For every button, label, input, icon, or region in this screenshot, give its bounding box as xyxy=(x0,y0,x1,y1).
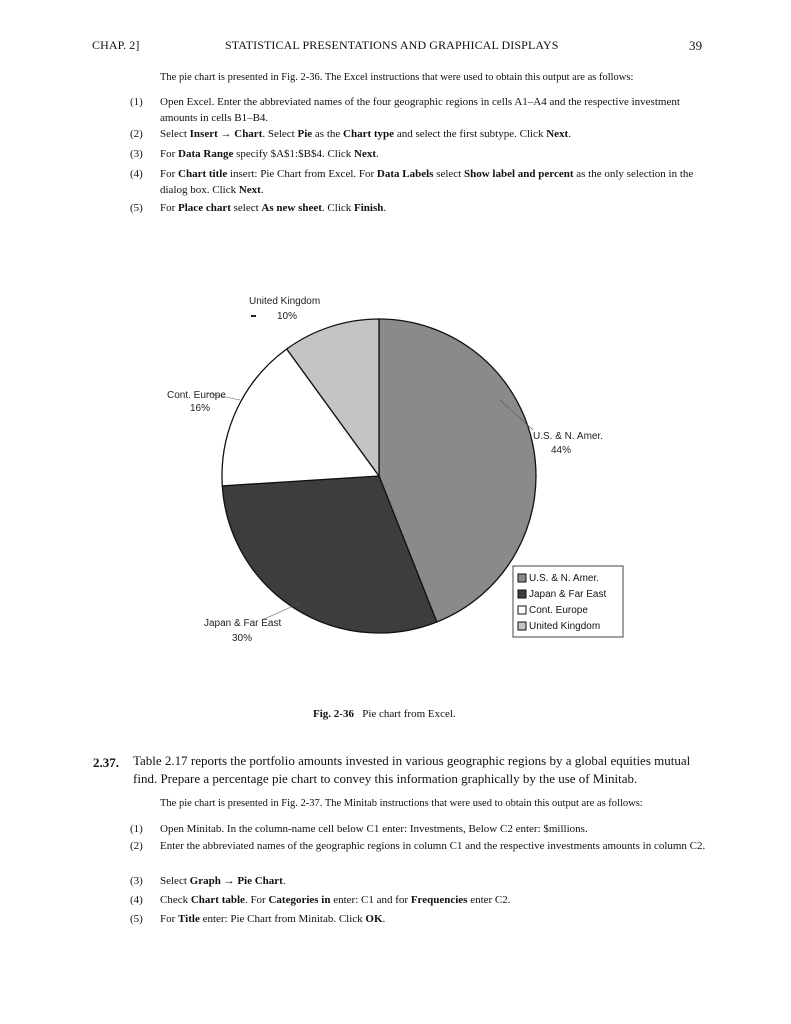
excel-intro: The pie chart is presented in Fig. 2-36. The Excel instructions that were used to obtain this output are as follows: xyxy=(160,72,634,83)
step-run: and select the first subtype. Click xyxy=(394,128,547,140)
step-keyword: Chart xyxy=(234,128,263,140)
step-run: . Select xyxy=(262,128,298,140)
figure-caption-text: Pie chart from Excel. xyxy=(362,708,456,720)
step-run: For xyxy=(160,148,179,160)
legend-swatch xyxy=(518,574,526,582)
step-keyword: Data Labels xyxy=(376,168,434,180)
step-keyword: Data Range xyxy=(178,148,234,160)
step-run: select xyxy=(433,168,464,180)
step-run: → xyxy=(220,875,238,887)
step-run: . xyxy=(383,202,387,214)
step-number: (2) xyxy=(130,128,143,140)
step-text xyxy=(160,911,710,927)
slice-label-us: U.S. & N. Amer. xyxy=(533,431,604,442)
problem-text: Table 2.17 reports the portfolio amounts invested in various geographic regions by a global equities mutual find. Prepare a percentage pie chart to convey this information graphically by the use of Minitab. xyxy=(133,753,691,786)
step-keyword: Next xyxy=(546,128,569,140)
legend-swatch xyxy=(518,622,526,630)
slice-percent-us: 44% xyxy=(551,445,572,456)
legend-entry: Cont. Europe xyxy=(529,605,588,616)
step-run: For xyxy=(160,913,179,925)
step-run: Open Minitab. In the column-name cell below C1 enter: Investments, Below C2 enter: $millions. xyxy=(160,823,588,835)
legend-swatch xyxy=(518,606,526,614)
step-keyword: Pie Chart xyxy=(237,875,283,887)
step-number: (3) xyxy=(130,148,143,160)
slice-label-uk: United Kingdom xyxy=(249,296,321,307)
step-run: enter: C1 and for xyxy=(330,894,411,906)
step-keyword: Chart table xyxy=(190,894,245,906)
step-run: Enter the abbreviated names of the geographic regions in column C1 and the respective investments amounts in column C2. xyxy=(160,840,706,852)
step-keyword: Insert xyxy=(189,128,218,140)
step-number: (1) xyxy=(130,823,143,835)
step-run: specify $A$1:$B$4. Click xyxy=(233,148,355,160)
step-run: . xyxy=(260,184,264,196)
step-number: (1) xyxy=(130,96,143,108)
problem-number: 2.37. xyxy=(93,755,119,770)
figure-caption xyxy=(313,708,456,720)
step-number: (4) xyxy=(130,168,143,180)
step-keyword: Finish xyxy=(354,202,384,214)
step-run: Select xyxy=(160,128,190,140)
step-keyword: Title xyxy=(178,913,200,925)
step-run: . xyxy=(282,875,286,887)
step-number: (2) xyxy=(130,840,143,852)
step-run: Select xyxy=(160,875,190,887)
step-text xyxy=(160,821,710,837)
step-keyword: Place chart xyxy=(178,202,231,214)
step-number: (5) xyxy=(130,913,143,925)
step-run: . xyxy=(568,128,571,140)
step-number: (3) xyxy=(130,875,143,887)
step-keyword: OK xyxy=(365,913,383,925)
step-keyword: Frequencies xyxy=(410,894,468,906)
step-run: as the only selection in the dialog box. Click xyxy=(160,168,694,196)
step-run: select xyxy=(230,202,262,214)
step-run: enter: Pie Chart from Minitab. Click xyxy=(199,913,366,925)
step-text xyxy=(160,873,710,889)
step-keyword: Graph xyxy=(189,875,221,887)
step-run: . For xyxy=(244,894,269,906)
legend-entry: United Kingdom xyxy=(529,621,601,632)
legend-entry: Japan & Far East xyxy=(529,589,607,600)
uk-label-dash xyxy=(251,315,256,317)
step-run: Check xyxy=(160,894,191,906)
page-number: 39 xyxy=(689,38,703,53)
step-run: . xyxy=(382,913,386,925)
step-number: (4) xyxy=(130,894,143,906)
step-run: For xyxy=(160,202,179,214)
step-keyword: Show label and percent xyxy=(464,168,574,180)
step-run: → xyxy=(217,128,235,140)
step-run: Open Excel. Enter the abbreviated names of the four geographic regions in cells A1–A4 and the respective investment amounts in cells B1–B4. xyxy=(160,96,680,124)
step-keyword: Chart title xyxy=(178,168,228,180)
step-keyword: Next xyxy=(238,184,261,196)
slice-percent-japan: 30% xyxy=(232,633,253,644)
step-keyword: Categories in xyxy=(268,894,331,906)
slice-percent-europe: 16% xyxy=(190,403,211,414)
figure-caption-label: Fig. 2-36 xyxy=(313,708,354,720)
slice-label-europe: Cont. Europe xyxy=(167,390,226,401)
minitab-intro: The pie chart is presented in Fig. 2-37. The Minitab instructions that were used to obtain this output are as follows: xyxy=(160,798,643,809)
step-run: . Click xyxy=(321,202,355,214)
step-text xyxy=(160,892,710,908)
step-keyword: As new sheet xyxy=(261,202,322,214)
step-run: enter C2. xyxy=(467,894,511,906)
step-run: For xyxy=(160,168,179,180)
step-keyword: Pie xyxy=(297,128,313,140)
step-keyword: Next xyxy=(354,148,377,160)
step-run: as the xyxy=(312,128,344,140)
slice-percent-uk: 10% xyxy=(277,311,298,322)
step-keyword: Chart type xyxy=(343,128,395,140)
step-text xyxy=(160,838,710,854)
legend-entry: U.S. & N. Amer. xyxy=(529,573,600,584)
step-run: . xyxy=(376,148,379,160)
step-run: insert: Pie Chart from Excel. For xyxy=(227,168,377,180)
slice-label-japan: Japan & Far East xyxy=(204,618,282,629)
running-title: STATISTICAL PRESENTATIONS AND GRAPHICAL DISPLAYS xyxy=(225,38,559,52)
legend-swatch xyxy=(518,590,526,598)
step-number: (5) xyxy=(130,202,143,214)
chapter-label: CHAP. 2] xyxy=(92,38,140,52)
